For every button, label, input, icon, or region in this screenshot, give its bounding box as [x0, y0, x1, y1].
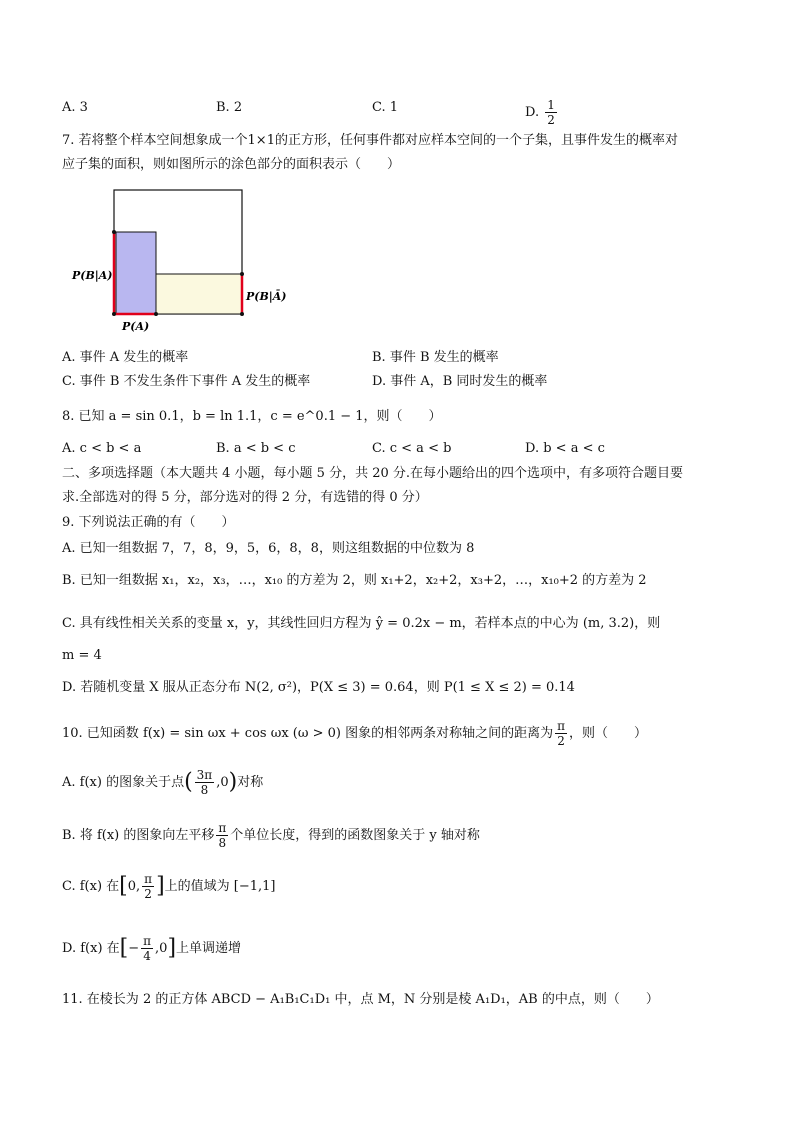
q7-figure	[60, 185, 300, 335]
q9-option-c-line1: C. 具有线性相关关系的变量 x，y，其线性回归方程为 ŷ = 0.2x − m，若样本点的中心为 (m, 3.2)，则	[62, 616, 661, 631]
q7-option-a: A. 事件 A 发生的概率	[62, 350, 189, 365]
q8-option-d: D. b < a < c	[525, 441, 605, 456]
label-p-b-given-a: P(B|A)	[72, 269, 113, 282]
q9-option-a: A. 已知一组数据 7，7，8，9，5，6，8，8，则这组数据的中位数为 8	[62, 541, 475, 556]
q10-a-fraction: $\frac{3\pi}{8}$	[196, 768, 213, 797]
section2-heading-line2: 求.全部选对的得 5 分，部分选对的得 2 分，有选错的得 0 分）	[62, 490, 428, 505]
q10-c-fraction: $\frac{\pi}{2}$	[144, 872, 153, 901]
vertex-dot	[240, 312, 244, 316]
shaded-region-a	[116, 232, 156, 314]
label-p-b-given-not-a: P(B|Ā)	[246, 290, 287, 303]
q9-option-c-line2: m = 4	[62, 648, 102, 663]
q7-stem-line2: 应子集的面积，则如图所示的涂色部分的面积表示（ ）	[62, 157, 401, 172]
vertex-dot	[112, 230, 116, 234]
vertex-dot	[112, 312, 116, 316]
q10-option-b: B. 将 f(x) 的图象向左平移 $\frac{\pi}{8}$ 个单位长度，得到的函数图象关于 y 轴对称	[62, 821, 480, 850]
section2-heading-line1: 二、多项选择题（本大题共 4 小题，每小题 5 分，共 20 分.在每小题给出的四个选项中，有多项符合题目要	[62, 466, 684, 481]
q8-option-c: C. c < a < b	[372, 441, 452, 456]
q9-stem: 9. 下列说法正确的有（ ）	[62, 515, 235, 530]
q6-option-d: D. $\frac{1}{2}$	[525, 98, 555, 127]
q6-option-a: A. 3	[62, 100, 88, 115]
q7-stem-line1: 7. 若将整个样本空间想象成一个1×1的正方形，任何事件都对应样本空间的一个子集，且事件发生的概率对	[62, 133, 678, 148]
q7-option-c: C. 事件 B 不发生条件下事件 A 发生的概率	[62, 374, 311, 389]
q8-stem: 8. 已知 a = sin 0.1，b = ln 1.1，c = e^0.1 − 1，则（ ）	[62, 409, 442, 424]
vertex-dot	[240, 272, 244, 276]
q11-stem: 11. 在棱长为 2 的正方体 ABCD − A₁B₁C₁D₁ 中，点 M，N 分别是棱 A₁D₁，AB 的中点，则（ ）	[62, 992, 659, 1007]
q8-option-b: B. a < b < c	[216, 441, 296, 456]
q6-option-c: C. 1	[372, 100, 399, 115]
q7-option-b: B. 事件 B 发生的概率	[372, 350, 499, 365]
q6-d-fraction: $\frac{1}{2}$	[547, 98, 555, 127]
label-p-a: P(A)	[122, 320, 150, 333]
q8-option-a: A. c < b < a	[62, 441, 142, 456]
shaded-region-not-a	[156, 274, 242, 314]
q9-option-d: D. 若随机变量 X 服从正态分布 N(2, σ²)，P(X ≤ 3) = 0.64，则 P(1 ≤ X ≤ 2) = 0.14	[62, 680, 575, 695]
q6-option-b: B. 2	[216, 100, 243, 115]
q7-option-d: D. 事件 A，B 同时发生的概率	[372, 374, 548, 389]
vertex-dot	[154, 312, 158, 316]
q10-stem-fraction: $\frac{\pi}{2}$	[557, 719, 565, 748]
q10-option-c: C. f(x) 在[0, $\frac{\pi}{2}$ ]上的值域为 [−1,1]	[62, 872, 276, 901]
q10-b-fraction: $\frac{\pi}{8}$	[218, 821, 227, 850]
q10-option-a: A. f(x) 的图象关于点( $\frac{3\pi}{8}$ ,0)对称	[62, 768, 264, 797]
q10-d-fraction: $\frac{\pi}{4}$	[143, 934, 152, 963]
q10-stem: 10. 已知函数 f(x) = sin ωx + cos ωx (ω > 0) 图象的相邻两条对称轴之间的距离为 $\frac{\pi}{2}$ ，则（ ）	[62, 719, 647, 748]
q9-option-b: B. 已知一组数据 x₁，x₂，x₃，…，x₁₀ 的方差为 2，则 x₁+2，x₂+2，x₃+2，…，x₁₀+2 的方差为 2	[62, 573, 647, 588]
q10-option-d: D. f(x) 在[− $\frac{\pi}{4}$ ,0]上单调递增	[62, 934, 242, 963]
